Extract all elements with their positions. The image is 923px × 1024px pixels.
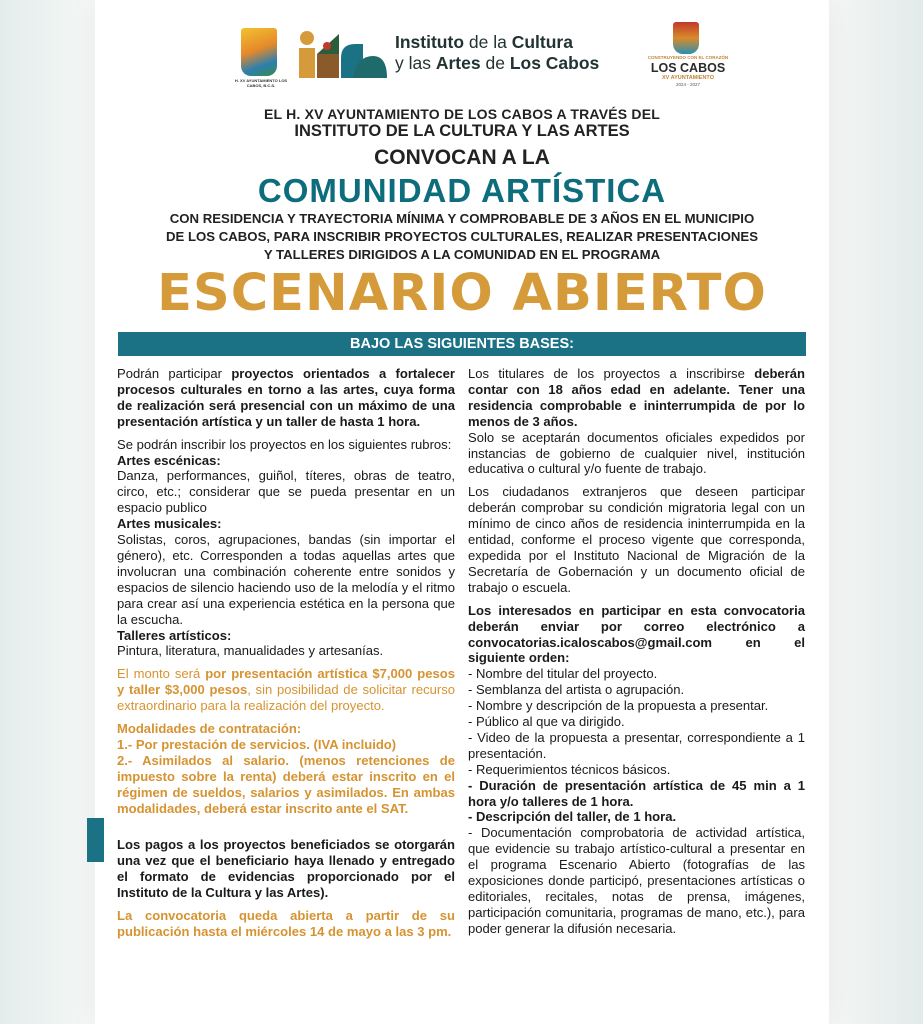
side-accent-bar — [87, 818, 104, 862]
monto-paragraph: El monto será por presentación artística $7,000 pesos y taller $3,000 pesos, sin posibilidad de solicitar recurso extraordinario para la realización del proyecto. — [117, 666, 456, 714]
requisito-taller: - Descripción del taller, de 1 hora. — [468, 809, 677, 825]
institute-logo-icon — [297, 28, 389, 80]
extranjeros-paragraph: Los ciudadanos extranjeros que deseen participar deberán comprobar su condición migratoria legal con un mínimo de cinco años de residencia ininterrumpida en la entidad, conforme el proceso vigente que corresponda, expedida por el Instituto Nacional de Migración de la Secretaría de Gobernación y un documento oficial de trabajo o escuela. — [468, 484, 805, 595]
requisitos-paragraph: Los titulares de los proyectos a inscribirse deberán contar con 18 años edad en adelante. Tener una residencia comprobable e ininterrumpida de por lo menos de 3 años. — [468, 366, 805, 429]
background-right — [823, 0, 923, 1024]
los-cabos-ayuntamiento: XV AYUNTAMIENTO — [662, 75, 714, 81]
documentos-paragraph: Solo se aceptarán documentos oficiales expedidos por instancias de gobierno de cualquier nivel, institución educativa o cultural y/o fuente de trabajo. — [468, 429, 805, 477]
heading-comunidad: COMUNIDAD ARTÍSTICA — [257, 172, 667, 209]
requisito-item: - Video de la propuesta a presentar, correspondiente a 1 presentación. — [468, 729, 805, 761]
rubros-paragraph: Se podrán inscribir los proyectos en los siguientes rubros: — [117, 436, 452, 452]
modalidad-1: 1.- Por prestación de servicios. (IVA incluido) — [117, 736, 397, 752]
requisito-documentacion: - Documentación comprobatoria de actividad artística, que evidencie su trabajo artístico-cultural a presentar en el programa Escenario Abierto (fotografías de las exposiciones donde participó, presentaciones artísticas o editoriales, recitales, notas de prensa, imágenes, participación comunitaria, programas de mano, etc.), para poder generar la difusión necesaria. — [468, 825, 805, 936]
left-column — [117, 366, 455, 940]
heading-line-3: CONVOCAN A LA — [374, 146, 550, 169]
musicales-text: Solistas, coros, agrupaciones, bandas (sin importar el género), etc. Corresponden a todas aquellas artes que involucran una combinación coherente entre sonidos y espacios de silencio haciendo uso de la melodía y el ritmo para crear así una experiencia estética en la persona que la escucha. — [117, 532, 455, 627]
modalidades-title: Modalidades de contratación: — [117, 721, 302, 737]
bases-bar: BAJO LAS SIGUIENTES BASES: — [118, 332, 806, 356]
intro-paragraph: Podrán participar proyectos orientados a fortalecer procesos culturales en torno a las artes, cuya forma de realización será presencial con un máximo de una presentación artística y un taller de hasta 1 hora. — [117, 366, 455, 429]
background-left — [0, 0, 95, 1024]
los-cabos-name: LOS CABOS — [650, 61, 726, 75]
requisito-item: - Nombre del titular del proyecto. — [468, 666, 658, 682]
los-cabos-crest-icon — [673, 22, 699, 54]
requisito-item: - Requerimientos técnicos básicos. — [468, 761, 671, 777]
convocatoria-deadline: La convocatoria queda abierta a partir de su publicación hasta el miércoles 14 de mayo a las 3 pm. — [117, 908, 455, 939]
envio-paragraph: Los interesados en participar en esta convocatoria deberán enviar por correo electrónico a convocatorias.icaloscabos@gmail.com en el siguiente orden: — [468, 602, 805, 666]
requisito-item: - Nombre y descripción de la propuesta a presentar. — [468, 698, 769, 714]
institute-name: Instituto de la Cultura y las Artes de Los Cabos — [395, 32, 600, 73]
program-title: ESCENARIO ABIERTO — [157, 264, 767, 323]
flyer-page — [95, 0, 829, 1024]
heading-line-1: EL H. XV AYUNTAMIENTO DE LOS CABOS A TRAVÉS DEL — [264, 106, 660, 122]
talleres-text: Pintura, literatura, manualidades y artesanías. — [117, 643, 384, 659]
modalidad-2: 2.- Asimilados al salario. (menos retenciones de impuesto sobre la renta) deberá estar inscrito en el régimen de sueldos, salarios y asimilados. En ambas modalidades, deberá estar inscrito ante el SAT. — [117, 752, 455, 816]
talleres-title: Talleres artísticos: — [117, 627, 232, 643]
pagos-paragraph: Los pagos a los proyectos beneficiados se otorgarán una vez que el beneficiario haya llenado y entregado el formato de evidencias proporcionado por el Instituto de la Cultura y las Artes). — [117, 837, 455, 901]
seal-caption: H. XV AYUNTAMIENTO LOS CABOS, B.C.S. — [234, 78, 288, 88]
header-logos — [95, 18, 829, 98]
heading-line-2: INSTITUTO DE LA CULTURA Y LAS ARTES — [294, 122, 630, 140]
musicales-title: Artes musicales: — [117, 516, 222, 532]
los-cabos-slogan: CONSTRUYENDO CON EL CORAZÓN — [647, 55, 729, 60]
los-cabos-years: 2024 - 2027 — [675, 82, 701, 87]
escenicas-text: Danza, performances, guiñol, títeres, obras de teatro, circo, etc.; considerar que se pueda presentar en un espacio publico — [117, 468, 455, 516]
requisito-item: - Semblanza del artista o agrupación. — [468, 682, 685, 698]
heading-description: CON RESIDENCIA Y TRAYECTORIA MÍNIMA Y COMPROBABLE DE 3 AÑOS EN EL MUNICIPIO DE LOS CABOS, PARA INSCRIBIR PROYECTOS CULTURALES, REALIZAR PRESENTACIONES Y TALLERES DIRIGIDOS A LA COMUNIDAD EN EL PROGRAMA — [165, 211, 758, 262]
escenicas-title: Artes escénicas: — [117, 452, 221, 468]
requisito-duracion: - Duración de presentación artística de 45 min a 1 hora y/o talleres de 1 hora. — [468, 777, 805, 809]
right-column — [468, 366, 805, 937]
ayuntamiento-seal-icon — [241, 28, 277, 76]
requisito-item: - Público al que va dirigido. — [468, 714, 625, 730]
